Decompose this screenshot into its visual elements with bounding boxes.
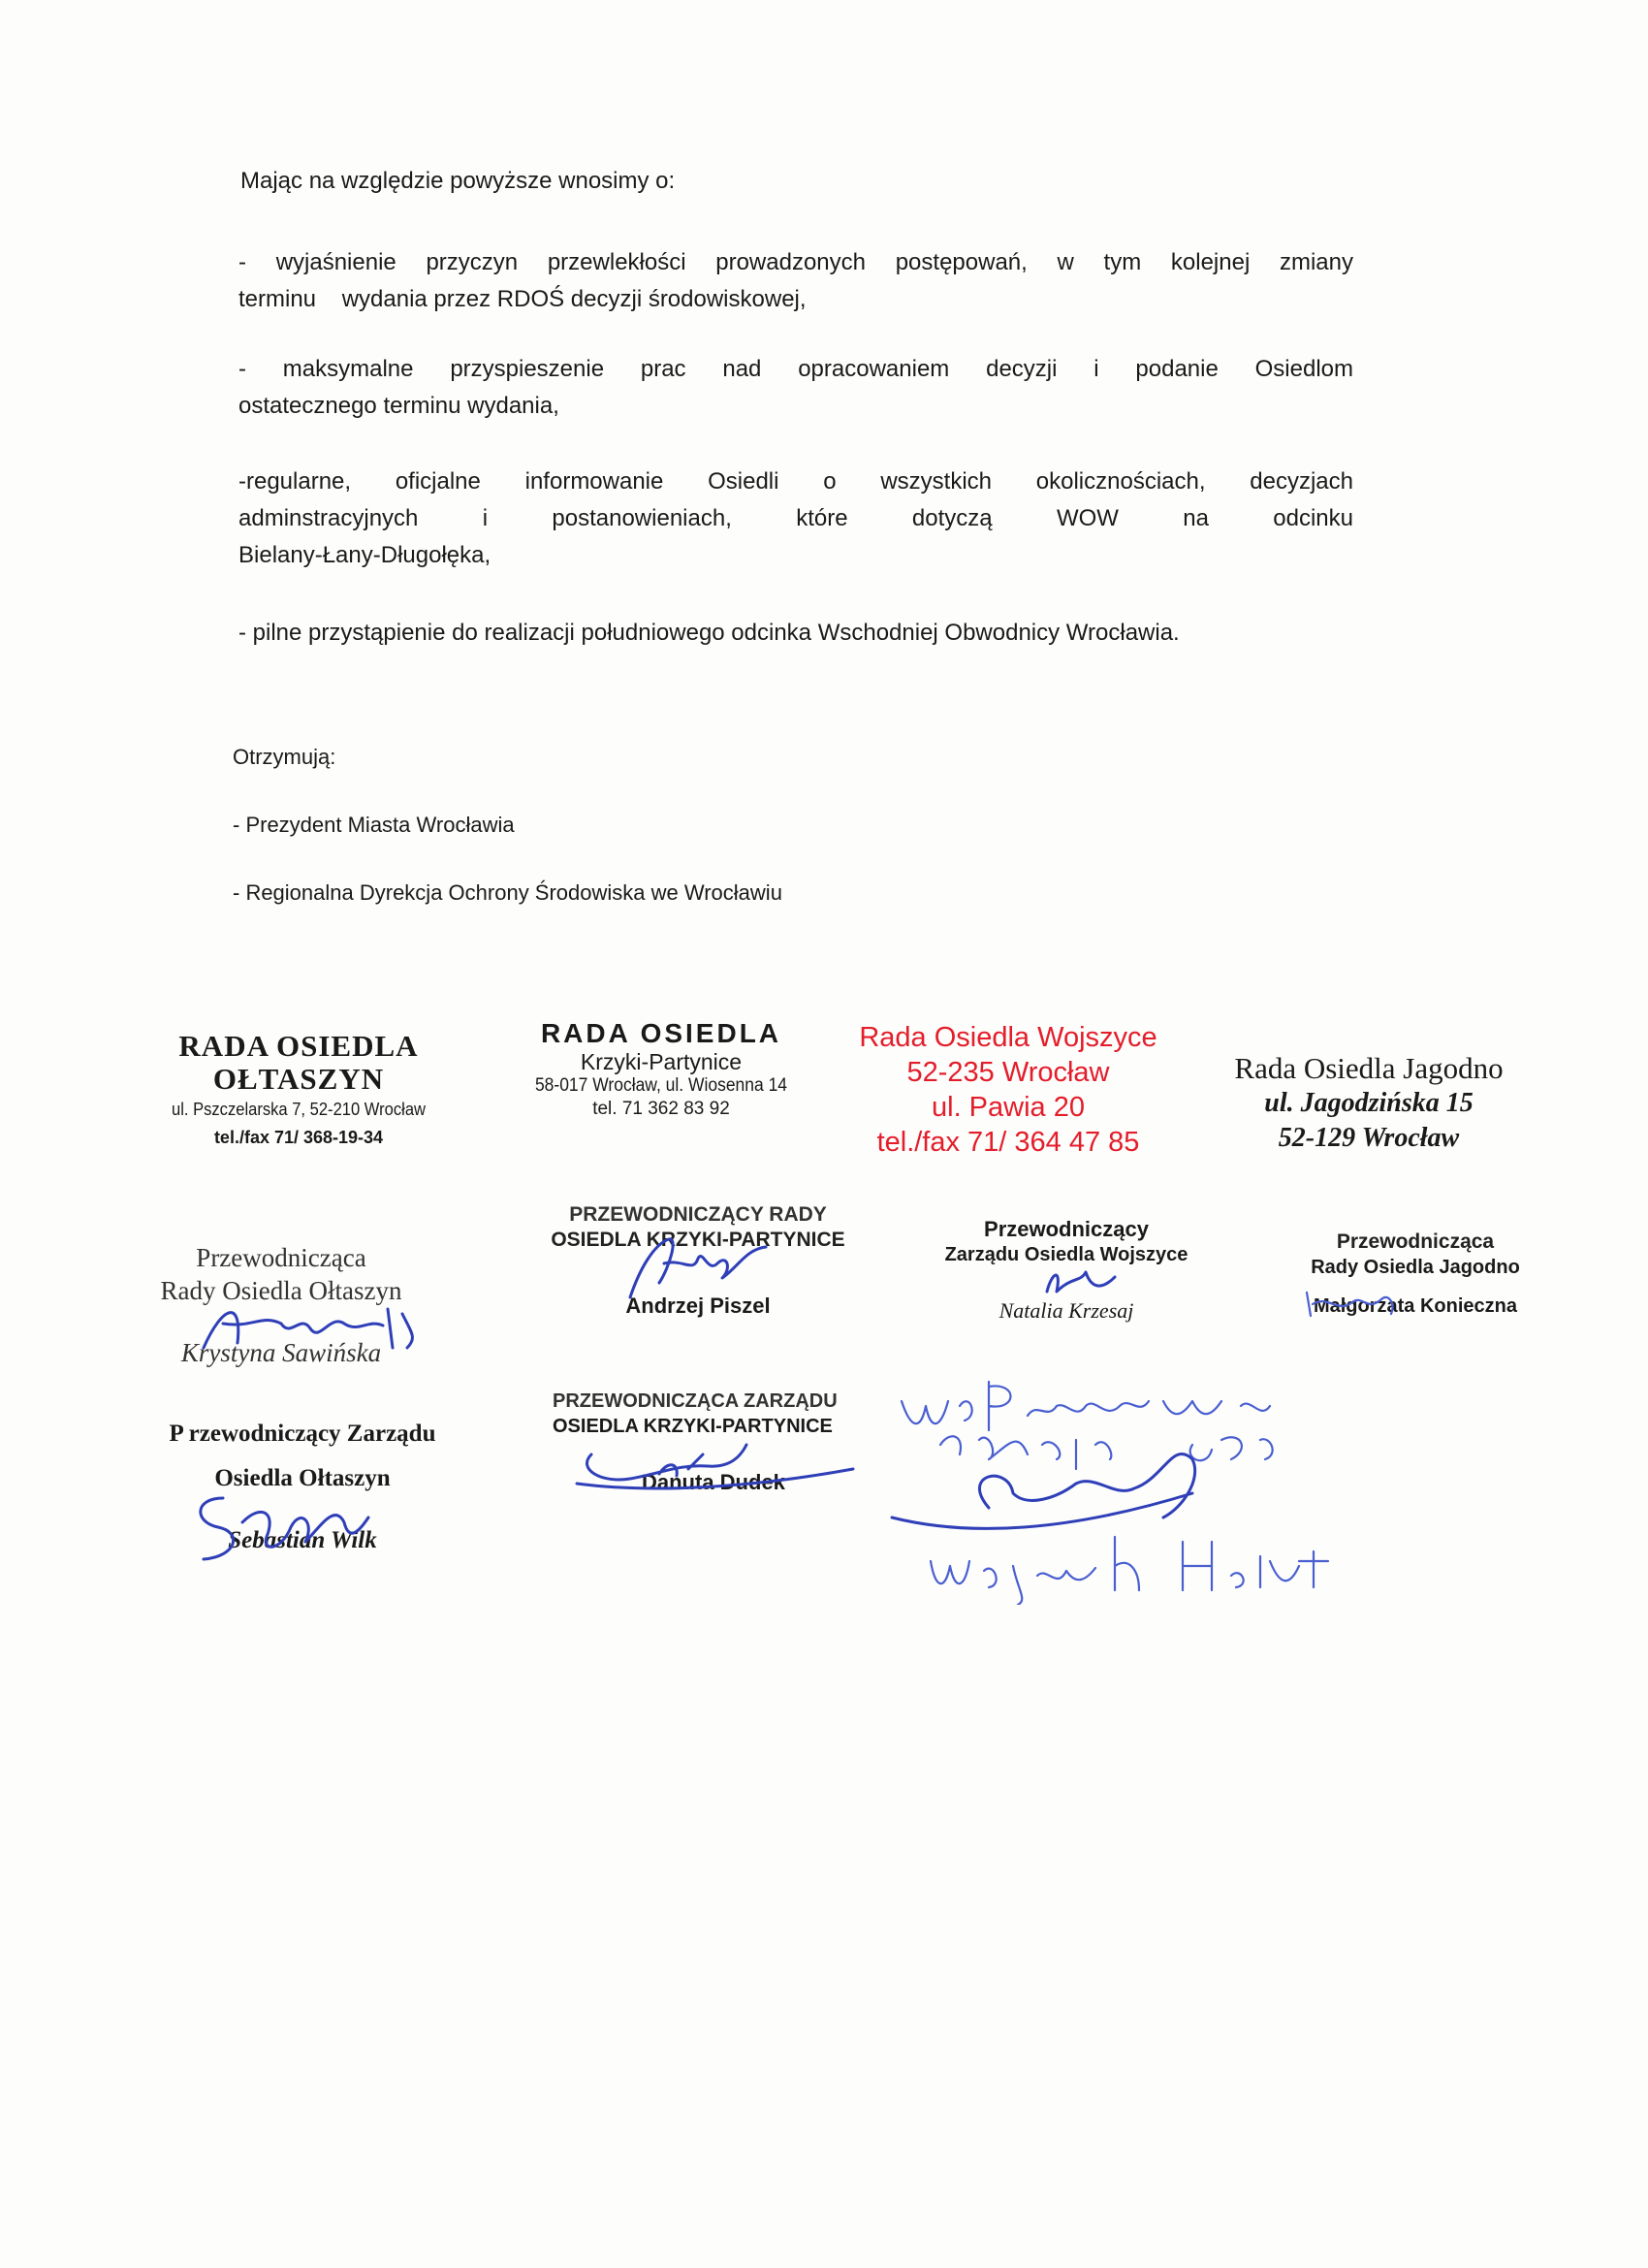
request-2-line-1: - maksymalne przyspieszenie prac nad opracowaniem decyzji i podanie Osiedlom [238,356,1353,382]
request-4 [238,615,1180,652]
request-3-line-1: -regularne, oficjalne informowanie Osiedli o wszystkich okolicznościach, decyzjach [238,468,1353,495]
request-1-line-2: terminu wydania przez RDOŚ decyzji środowiskowej, [238,286,807,312]
oltaszyn-chair-name: Krystyna Sawińska [180,1338,382,1367]
oltaszyn-chair-role1: Przewodnicząca [196,1243,366,1272]
oltaszyn-board-role2: Osiedla Ołtaszyn [214,1465,391,1491]
stamp-krzyki [477,1018,845,1121]
stamp-krzyki-name: Krzyki-Partynice [580,1049,743,1074]
stamp-wojszyce-street: ul. Pawia 20 [932,1092,1085,1123]
request-2 [238,351,1353,425]
signature-jagodno-chair [1260,1230,1570,1319]
stamp-jagodno [1185,1051,1553,1156]
jagodno-chair-name: Małgorzata Konieczna [1313,1295,1518,1317]
intro-text: Mając na względzie powyższe wnosimy o: [240,168,676,194]
wojszyce-board-role2: Zarządu Osiedla Wojszyce [944,1244,1188,1265]
recipients-heading: Otrzymują: [233,745,336,769]
wojszyce-board-name: Natalia Krzesaj [998,1298,1134,1323]
request-1 [238,244,1353,318]
stamp-wojszyce-postcode: 52-235 Wrocław [906,1057,1110,1088]
stamp-oltaszyn-title1: RADA OSIEDLA [178,1029,419,1063]
krzyki-chair-role2: OSIEDLA KRZYKI-PARTYNICE [551,1229,845,1251]
stamp-krzyki-address: 58-017 Wrocław, ul. Wiosenna 14 [534,1075,788,1096]
signature-oltaszyn-chair [116,1241,446,1369]
stamp-krzyki-title: RADA OSIEDLA [540,1018,782,1048]
stamp-jagodno-street: ul. Jagodzińska 15 [1264,1088,1474,1118]
stamp-oltaszyn [114,1030,483,1152]
krzyki-chair-name: Andrzej Piszel [625,1294,771,1318]
stamp-wojszyce-title: Rada Osiedla Wojszyce [859,1022,1157,1053]
handwritten-signature-herfurt [872,1362,1357,1605]
request-3 [238,463,1353,574]
request-1-line-1: - wyjaśnienie przyczyn przewlekłości prowadzonych postępowań, w tym kolejnej zmiany [238,249,1353,275]
oltaszyn-chair-role2: Rady Osiedla Ołtaszyn [160,1276,402,1305]
stamp-jagodno-title: Rada Osiedla Jagodno [1234,1051,1504,1085]
request-2-line-2: ostatecznego terminu wydania, [238,393,559,419]
signature-krzyki-chair [523,1202,872,1321]
signature-wojszyce-board [911,1217,1221,1326]
stamp-wojszyce-phone: tel./fax 71/ 364 47 85 [876,1127,1140,1158]
krzyki-board-role2: OSIEDLA KRZYKI-PARTYNICE [553,1416,833,1437]
oltaszyn-board-name: Sebastian Wilk [228,1527,377,1553]
request-4-line-1: - pilne przystąpienie do realizacji południowego odcinka Wschodniej Obwodnicy Wrocławia. [238,620,1180,646]
krzyki-board-role1: PRZEWODNICZĄCA ZARZĄDU [553,1390,838,1412]
request-3-line-3: Bielany-Łany-Długołęka, [238,542,491,568]
wojszyce-board-role1: Przewodniczący [984,1217,1149,1241]
signature-krzyki-board [553,1389,892,1497]
oltaszyn-board-role1: P rzewodniczący Zarządu [169,1421,436,1447]
jagodno-chair-role2: Rady Osiedla Jagodno [1311,1257,1520,1278]
recipient-2: - Regionalna Dyrekcja Ochrony Środowiska we Wrocławiu [233,880,782,905]
stamp-wojszyce [824,1020,1192,1160]
stamp-jagodno-city: 52-129 Wrocław [1278,1123,1460,1153]
jagodno-chair-role1: Przewodnicząca [1336,1230,1495,1253]
stamp-oltaszyn-address: ul. Pszczelarska 7, 52-210 Wrocław [171,1100,426,1119]
signature-oltaszyn-board [147,1418,458,1557]
krzyki-chair-role1: PRZEWODNICZĄCY RADY [569,1203,827,1226]
stamp-oltaszyn-phone: tel./fax 71/ 368-19-34 [213,1128,384,1147]
request-3-line-2: adminstracyjnych i postanowieniach, które dotyczą WOW na odcinku [238,505,1353,531]
stamp-oltaszyn-title2: OŁTASZYN [212,1062,385,1096]
recipient-1: - Prezydent Miasta Wrocławia [233,813,515,837]
krzyki-board-name: Danuta Dudek [642,1470,785,1494]
stamp-krzyki-phone: tel. 71 362 83 92 [592,1099,730,1119]
